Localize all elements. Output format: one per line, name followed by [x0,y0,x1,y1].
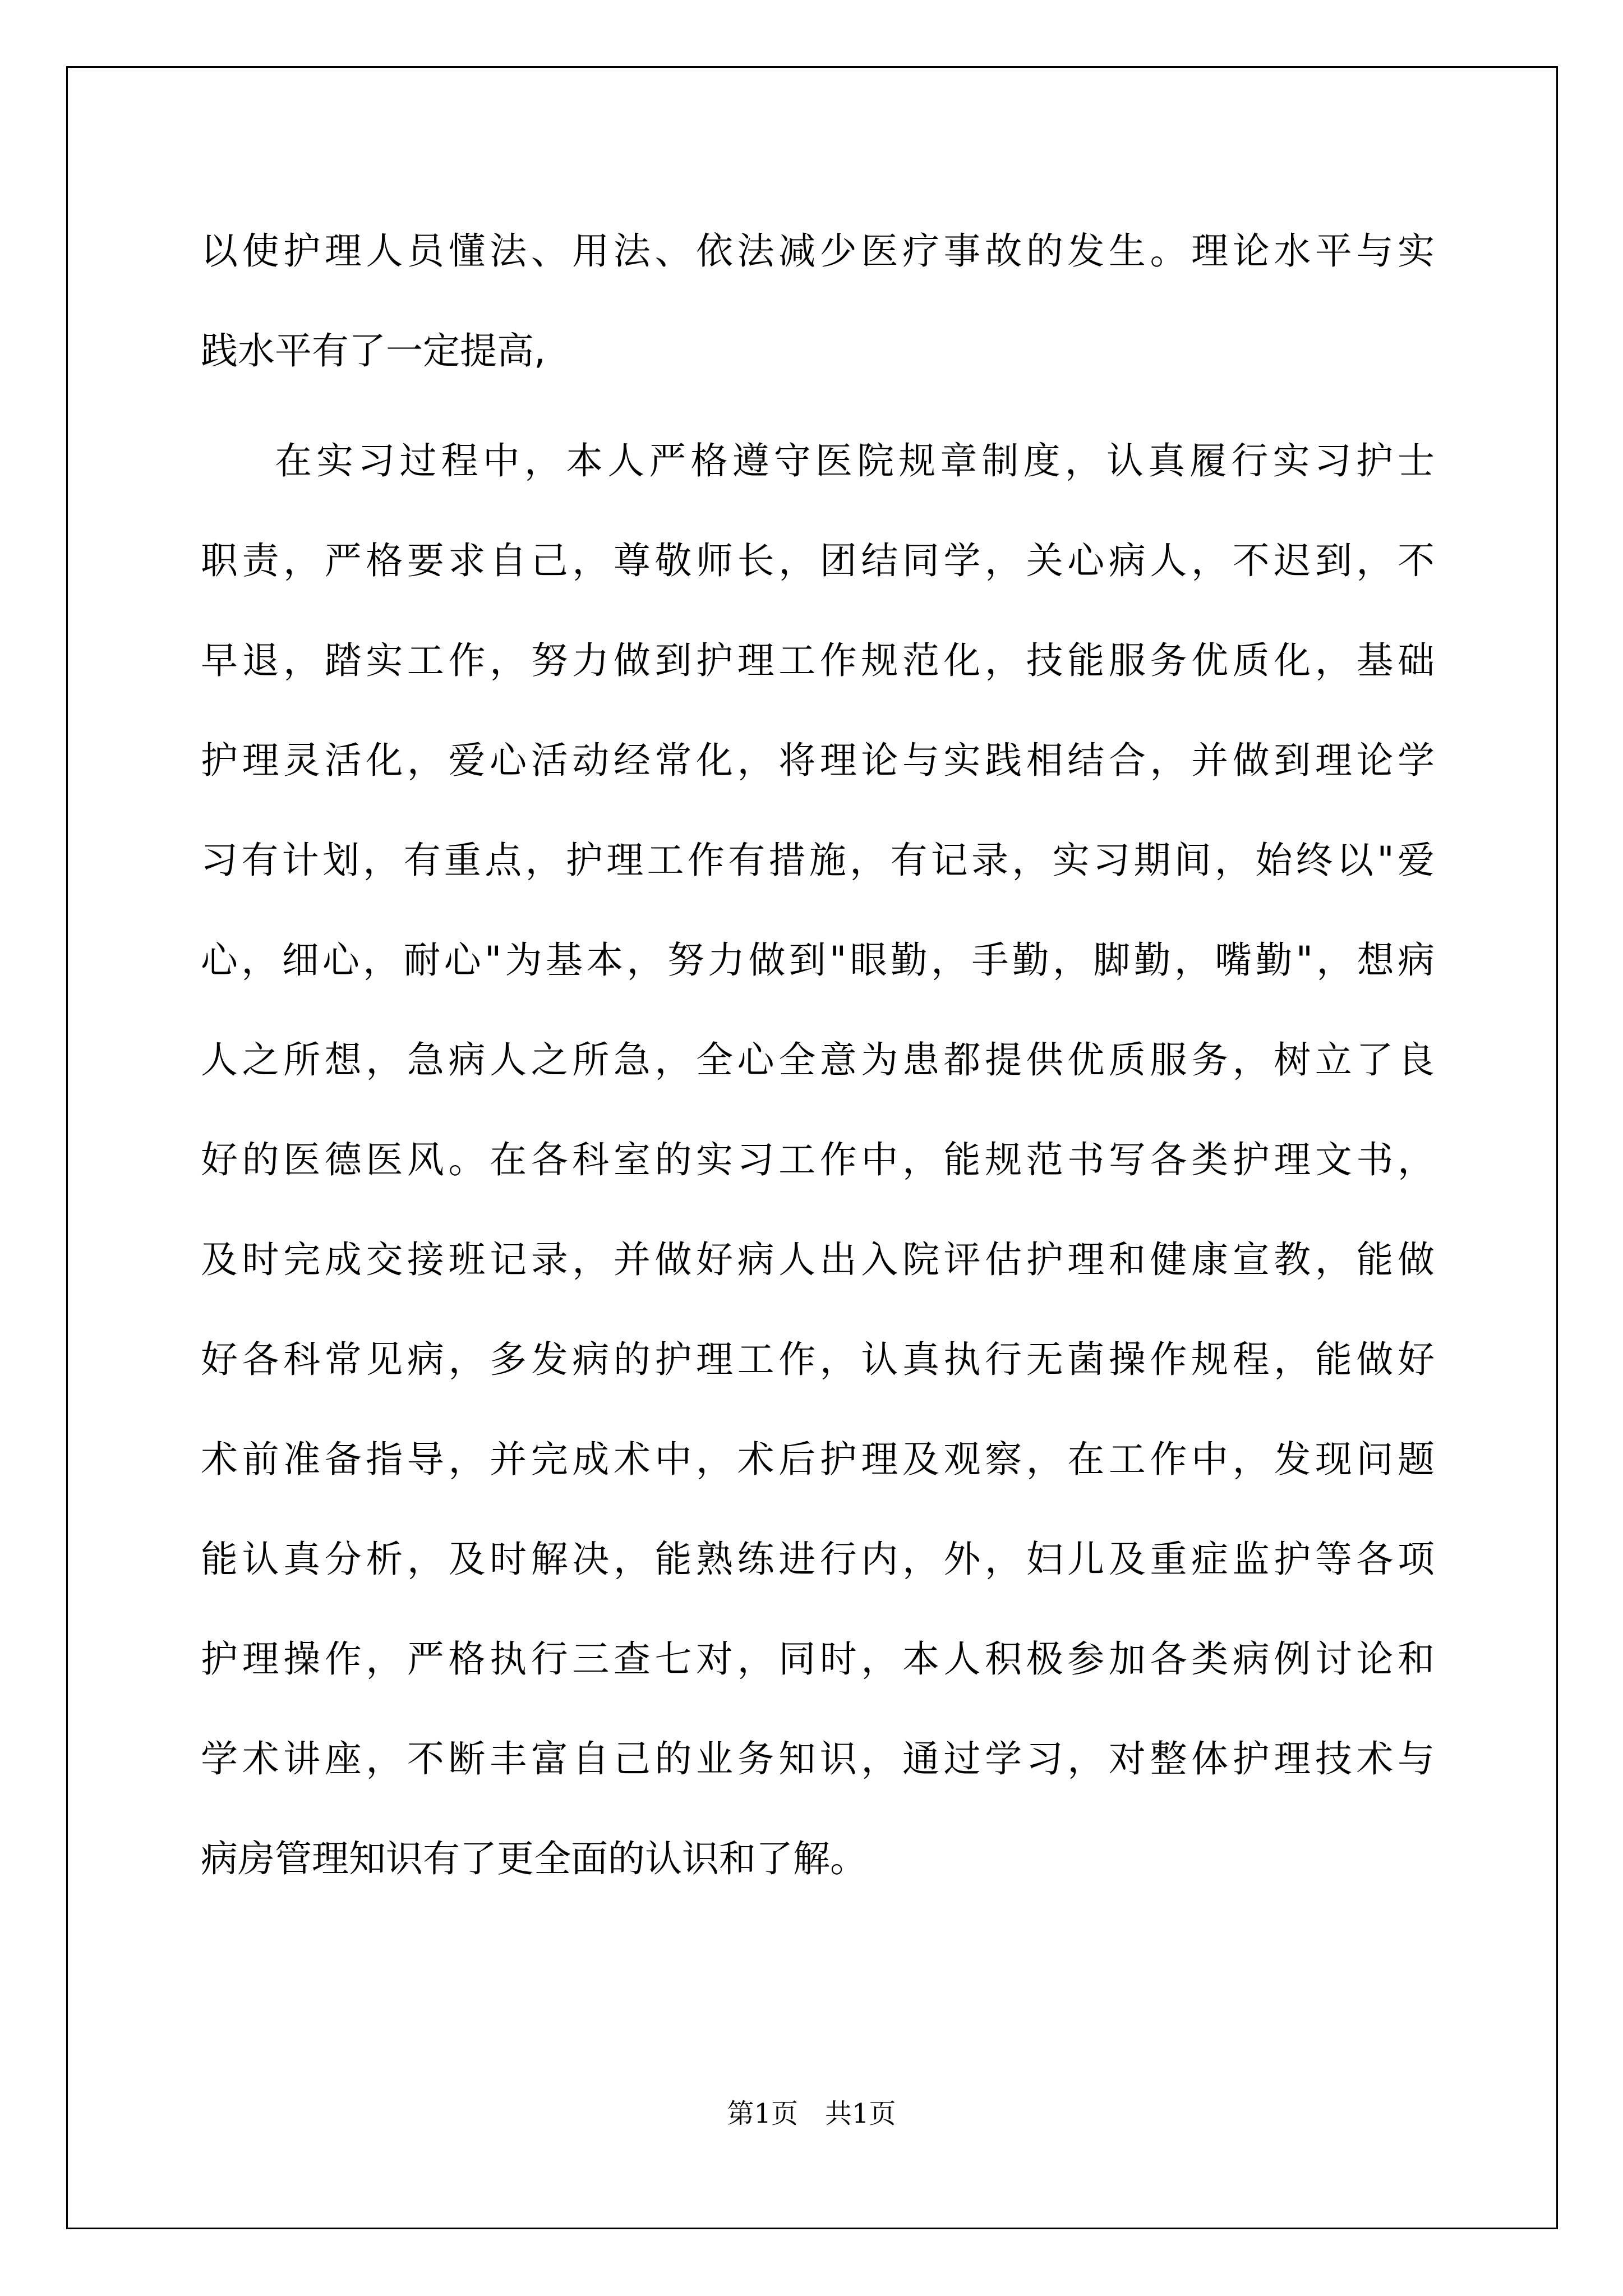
body-line-4: 职责，严格要求自己，尊敬师长，团结同学，关心病人，不迟到，不 [201,539,1435,582]
body-line-11: 及时完成交接班记录，并做好病人出入院评估护理和健康宣教，能做 [201,1238,1435,1281]
body-line-15: 护理操作，严格执行三查七对，同时，本人积极参加各类病例讨论和 [201,1637,1435,1681]
body-line-10: 好的医德医风。在各科室的实习工作中，能规范书写各类护理文书， [201,1138,1435,1181]
body-line-1: 以使护理人员懂法、用法、依法减少医疗事故的发生。理论水平与实 [201,229,1435,273]
body-line-6: 护理灵活化，爱心活动经常化，将理论与实践相结合，并做到理论学 [201,739,1435,782]
body-line-14: 能认真分析，及时解决，能熟练进行内，外，妇儿及重症监护等各项 [201,1538,1435,1581]
body-line-2: 践水平有了一定提高, [201,329,546,372]
body-line-8: 心，细心，耐心"为基本，努力做到"眼勤，手勤，脚勤，嘴勤"，想病 [201,938,1435,982]
body-line-13: 术前准备指导，并完成术中，术后护理及观察，在工作中，发现问题 [201,1438,1435,1481]
body-line-12: 好各科常见病，多发病的护理工作，认真执行无菌操作规程，能做好 [201,1338,1435,1381]
body-line-17: 病房管理知识有了更全面的认识和了解。 [201,1837,867,1880]
body-line-3: 在实习过程中，本人严格遵守医院规章制度，认真履行实习护士 [275,439,1435,482]
body-line-5: 早退，踏实工作，努力做到护理工作规范化，技能服务优质化，基础 [201,639,1435,682]
body-line-7: 习有计划，有重点，护理工作有措施，有记录，实习期间，始终以"爱 [201,839,1435,882]
body-line-16: 学术讲座，不断丰富自己的业务知识，通过学习，对整体护理技术与 [201,1737,1435,1780]
body-line-9: 人之所想，急病人之所急，全心全意为患都提供优质服务，树立了良 [201,1038,1435,1082]
page-number-footer: 第1页 共1页 [727,2098,896,2129]
